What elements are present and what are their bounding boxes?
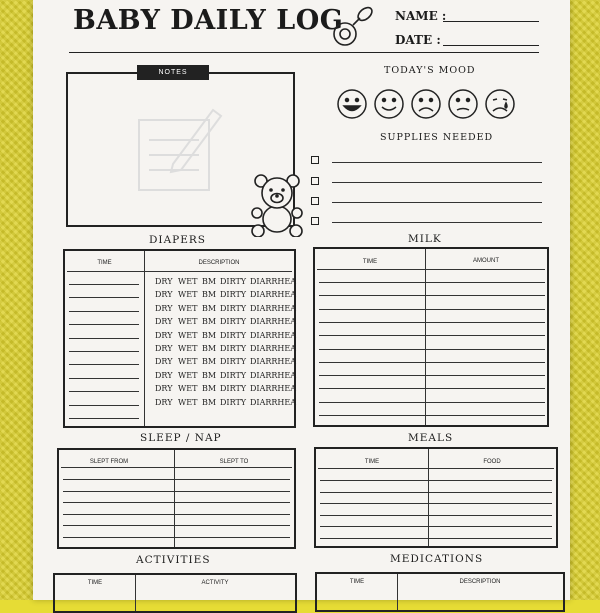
diaper-option-diarrhea[interactable]: DIARRHEA <box>250 303 296 313</box>
diaper-option-dirty[interactable]: DIRTY <box>220 384 247 394</box>
name-field[interactable] <box>443 21 539 22</box>
teddy-bear-icon <box>251 173 303 237</box>
diaper-option-dry[interactable]: DRY <box>155 277 173 286</box>
diaper-time-line[interactable] <box>69 284 139 285</box>
diaper-option-dry[interactable]: DRY <box>155 303 173 313</box>
diaper-option-dry[interactable]: DRY <box>155 397 173 407</box>
table-row[interactable] <box>67 271 292 272</box>
table-row[interactable] <box>63 479 290 480</box>
table-row[interactable] <box>320 503 552 504</box>
table-row[interactable] <box>63 537 290 538</box>
pacifier-icon <box>329 6 377 50</box>
diaper-option-bm[interactable]: BM <box>202 397 217 407</box>
diaper-time-line[interactable] <box>69 405 139 406</box>
notepad-pencil-icon <box>133 100 223 192</box>
table-row[interactable] <box>61 467 292 468</box>
diaper-time-line[interactable] <box>69 351 139 352</box>
diapers-description-header: DESCRIPTION <box>198 260 240 266</box>
diaper-option-diarrhea[interactable]: DIARRHEA <box>250 317 296 327</box>
very-happy-face-icon[interactable] <box>338 90 366 118</box>
diaper-option-diarrhea[interactable]: DIARRHEA <box>250 370 296 380</box>
diaper-option-bm[interactable]: BM <box>202 303 217 313</box>
table-row[interactable] <box>63 502 290 503</box>
diaper-option-diarrhea[interactable]: DIARRHEA <box>250 344 296 353</box>
page-title: BABY DAILY LOG <box>73 5 344 36</box>
table-row[interactable] <box>319 322 545 323</box>
diaper-option-dirty[interactable]: DIRTY <box>220 303 247 313</box>
milk-title: MILK <box>408 233 442 245</box>
table-row[interactable] <box>63 491 290 492</box>
diaper-option-dirty[interactable]: DIRTY <box>220 277 247 286</box>
diaper-option-wet[interactable]: WET <box>178 290 198 300</box>
diaper-option-wet[interactable]: WET <box>178 397 198 407</box>
diaper-option-wet[interactable]: WET <box>178 384 198 394</box>
table-row[interactable] <box>319 335 545 336</box>
diaper-option-wet[interactable]: WET <box>178 277 198 286</box>
diaper-option-bm[interactable]: BM <box>202 330 217 340</box>
diaper-option-diarrhea[interactable]: DIARRHEA <box>250 397 296 407</box>
meals-time-header: TIME <box>364 459 380 465</box>
sleep-table <box>57 448 296 549</box>
diaper-option-dirty[interactable]: DIRTY <box>220 344 247 353</box>
diaper-option-dirty[interactable]: DIRTY <box>220 317 247 327</box>
sad-face-icon[interactable] <box>412 90 440 118</box>
mood-faces <box>336 88 516 120</box>
diaper-option-dirty[interactable]: DIRTY <box>220 290 247 300</box>
date-label: DATE : <box>395 33 441 47</box>
diaper-option-dry[interactable]: DRY <box>155 290 173 300</box>
supply-line[interactable] <box>332 202 542 203</box>
diaper-time-line[interactable] <box>69 311 139 312</box>
table-row[interactable] <box>63 514 290 515</box>
diapers-time-header: TIME <box>97 260 112 266</box>
name-label: NAME : <box>395 9 447 23</box>
diaper-option-dry[interactable]: DRY <box>155 357 173 367</box>
supply-checkbox[interactable] <box>311 177 319 185</box>
milk-time-header: TIME <box>362 259 378 265</box>
table-row[interactable] <box>319 415 545 416</box>
diaper-time-line[interactable] <box>69 391 139 392</box>
diaper-option-diarrhea[interactable]: DIARRHEA <box>250 330 296 340</box>
activities-time-header: TIME <box>87 580 103 586</box>
header-divider <box>69 52 539 53</box>
medications-title: MEDICATIONS <box>390 553 484 565</box>
diaper-option-diarrhea[interactable]: DIARRHEA <box>250 290 296 300</box>
table-row[interactable] <box>320 480 552 481</box>
medications-table <box>315 572 565 612</box>
diaper-option-dry[interactable]: DRY <box>155 330 173 340</box>
meals-title: MEALS <box>408 432 454 444</box>
activities-activity-header: ACTIVITY <box>201 580 229 586</box>
baby-daily-log-sheet <box>33 0 570 600</box>
diaper-option-bm[interactable]: BM <box>202 344 217 353</box>
table-row[interactable] <box>320 515 552 516</box>
diaper-option-dry[interactable]: DRY <box>155 384 173 394</box>
diaper-option-wet[interactable]: WET <box>178 344 198 353</box>
supply-checkbox[interactable] <box>311 156 319 164</box>
supply-checkbox[interactable] <box>311 197 319 205</box>
diapers-table <box>63 249 296 428</box>
diaper-time-line[interactable] <box>69 378 139 379</box>
sleep-title: SLEEP / NAP <box>140 432 222 444</box>
diaper-option-bm[interactable]: BM <box>202 357 217 367</box>
diaper-option-wet[interactable]: WET <box>178 357 198 367</box>
crying-face-icon[interactable] <box>486 90 514 118</box>
diaper-option-diarrhea[interactable]: DIARRHEA <box>250 357 296 367</box>
diaper-option-dry[interactable]: DRY <box>155 317 173 327</box>
table-row[interactable] <box>317 269 545 270</box>
table-row[interactable] <box>319 362 545 363</box>
supply-line[interactable] <box>332 182 542 183</box>
happy-face-icon[interactable] <box>375 90 403 118</box>
diaper-option-diarrhea[interactable]: DIARRHEA <box>250 277 296 286</box>
diaper-time-line[interactable] <box>69 418 139 419</box>
diaper-time-line[interactable] <box>69 297 139 298</box>
diaper-option-diarrhea[interactable]: DIARRHEA <box>250 384 296 394</box>
meals-table <box>314 447 558 548</box>
diaper-option-wet[interactable]: WET <box>178 330 198 340</box>
column-divider <box>144 251 145 426</box>
milk-table <box>313 247 549 427</box>
supply-line[interactable] <box>332 222 542 223</box>
diaper-option-bm[interactable]: BM <box>202 384 217 394</box>
diaper-option-bm[interactable]: BM <box>202 370 217 380</box>
table-row[interactable] <box>319 388 545 389</box>
sleep-from-header: SLEPT FROM <box>89 459 129 465</box>
diapers-title: DIAPERS <box>149 234 206 246</box>
table-row[interactable] <box>320 492 552 493</box>
supply-checkbox[interactable] <box>311 217 319 225</box>
table-row[interactable] <box>320 538 552 539</box>
notes-label: NOTES <box>137 65 209 80</box>
diaper-time-line[interactable] <box>69 364 139 365</box>
diaper-option-wet[interactable]: WET <box>178 317 198 327</box>
column-divider <box>425 249 426 425</box>
table-row[interactable] <box>319 282 545 283</box>
neutral-face-icon[interactable] <box>449 90 477 118</box>
diaper-option-bm[interactable]: BM <box>202 290 217 300</box>
table-row[interactable] <box>319 402 545 403</box>
diaper-option-dirty[interactable]: DIRTY <box>220 397 247 407</box>
diaper-option-dirty[interactable]: DIRTY <box>220 370 247 380</box>
milk-amount-header: AMOUNT <box>473 258 499 264</box>
diaper-time-line[interactable] <box>69 324 139 325</box>
mood-title: TODAY'S MOOD <box>384 65 476 76</box>
supply-line[interactable] <box>332 162 542 163</box>
supplies-title: SUPPLIES NEEDED <box>380 132 494 143</box>
medications-time-header: TIME <box>349 579 365 585</box>
diaper-option-bm[interactable]: BM <box>202 277 217 286</box>
table-row[interactable] <box>63 525 290 526</box>
table-row[interactable] <box>318 468 554 469</box>
diaper-time-line[interactable] <box>69 338 139 339</box>
meals-food-header: FOOD <box>483 459 501 465</box>
table-row[interactable] <box>319 309 545 310</box>
diaper-option-dry[interactable]: DRY <box>155 370 173 380</box>
diaper-option-wet[interactable]: WET <box>178 303 198 313</box>
diaper-option-dry[interactable]: DRY <box>155 344 173 353</box>
medications-description-header: DESCRIPTION <box>459 579 501 585</box>
sleep-to-header: SLEPT TO <box>219 459 249 465</box>
diaper-option-dirty[interactable]: DIRTY <box>220 330 247 340</box>
table-row[interactable] <box>320 526 552 527</box>
activities-title: ACTIVITIES <box>136 554 211 566</box>
activities-table <box>53 573 297 613</box>
table-row[interactable] <box>319 375 545 376</box>
date-field[interactable] <box>443 45 539 46</box>
table-row[interactable] <box>319 295 545 296</box>
diaper-option-bm[interactable]: BM <box>202 317 217 327</box>
table-row[interactable] <box>319 349 545 350</box>
diaper-option-wet[interactable]: WET <box>178 370 198 380</box>
diaper-option-dirty[interactable]: DIRTY <box>220 357 247 367</box>
